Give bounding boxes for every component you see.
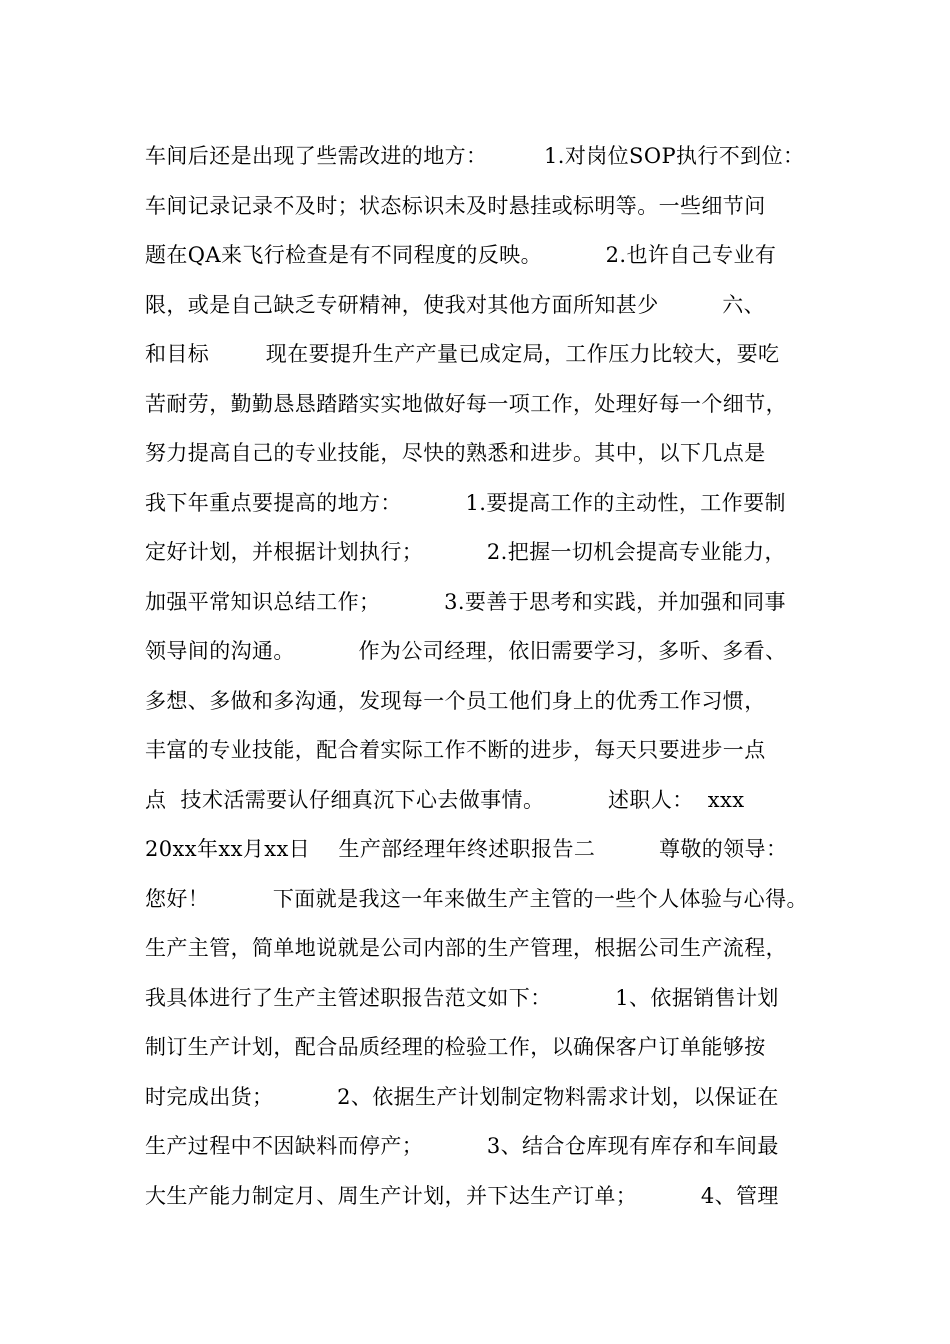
- text-line: 题在QA来飞行检查是有不同程度的反映。 2.也许自己专业有: [145, 243, 777, 267]
- text-line: 加强平常知识总结工作； 3.要善于思考和实践，并加强和同事: [145, 589, 786, 614]
- text-line: 时完成出货； 2、依据生产计划制定物料需求计划，以保证在: [145, 1084, 779, 1109]
- document-body: [145, 132, 825, 1221]
- text-line: 制订生产计划，配合品质经理的检验工作，以确保客户订单能够按: [145, 1035, 766, 1059]
- text-line: 生产主管，简单地说就是公司内部的生产管理，根据公司生产流程，: [145, 936, 787, 960]
- text-line: 多想、多做和多沟通，发现每一个员工他们身上的优秀工作习惯，: [145, 688, 766, 713]
- text-line: 20xx年xx月xx日 生产部经理年终述职报告二 尊敬的领导：: [145, 837, 788, 861]
- text-line: 我具体进行了生产主管述职报告范文如下： 1、依据销售计划: [145, 985, 779, 1010]
- text-line: 生产过程中不因缺料而停产； 3、结合仓库现有库存和车间最: [145, 1134, 779, 1158]
- text-line: 您好！ 下面就是我这一年来做生产主管的一些个人体验与心得。: [145, 886, 808, 911]
- text-line: 苦耐劳，勤勤恳恳踏踏实实地做好每一项工作，处理好每一个细节，: [145, 391, 787, 416]
- text-line: 努力提高自己的专业技能，尽快的熟悉和进步。其中，以下几点是: [145, 441, 766, 465]
- text-line: 点 技术活需要认仔细真沉下心去做事情。 述职人： xxx: [145, 787, 745, 812]
- text-line: 定好计划，并根据计划执行； 2.把握一切机会提高专业能力，: [145, 540, 786, 564]
- text-line: 车间后还是出现了些需改进的地方： 1.对岗位SOP执行不到位：: [145, 144, 805, 168]
- text-line: 车间记录记录不及时；状态标识未及时悬挂或标明等。一些细节问: [145, 193, 766, 218]
- text-line: 我下年重点要提高的地方： 1.要提高工作的主动性，工作要制: [145, 490, 786, 515]
- text-line: 领导间的沟通。 作为公司经理，依旧需要学习，多听、多看、: [145, 639, 787, 663]
- text-line: 丰富的专业技能，配合着实际工作不断的进步，每天只要进步一点: [145, 738, 766, 762]
- text-line: 大生产能力制定月、周生产计划，并下达生产订单； 4、管理: [145, 1183, 779, 1208]
- text-line: 和目标 现在要提升生产产量已成定局，工作压力比较大，要吃: [145, 342, 780, 366]
- text-line: 限，或是自己缺乏专研精神，使我对其他方面所知甚少 六、: [145, 292, 766, 317]
